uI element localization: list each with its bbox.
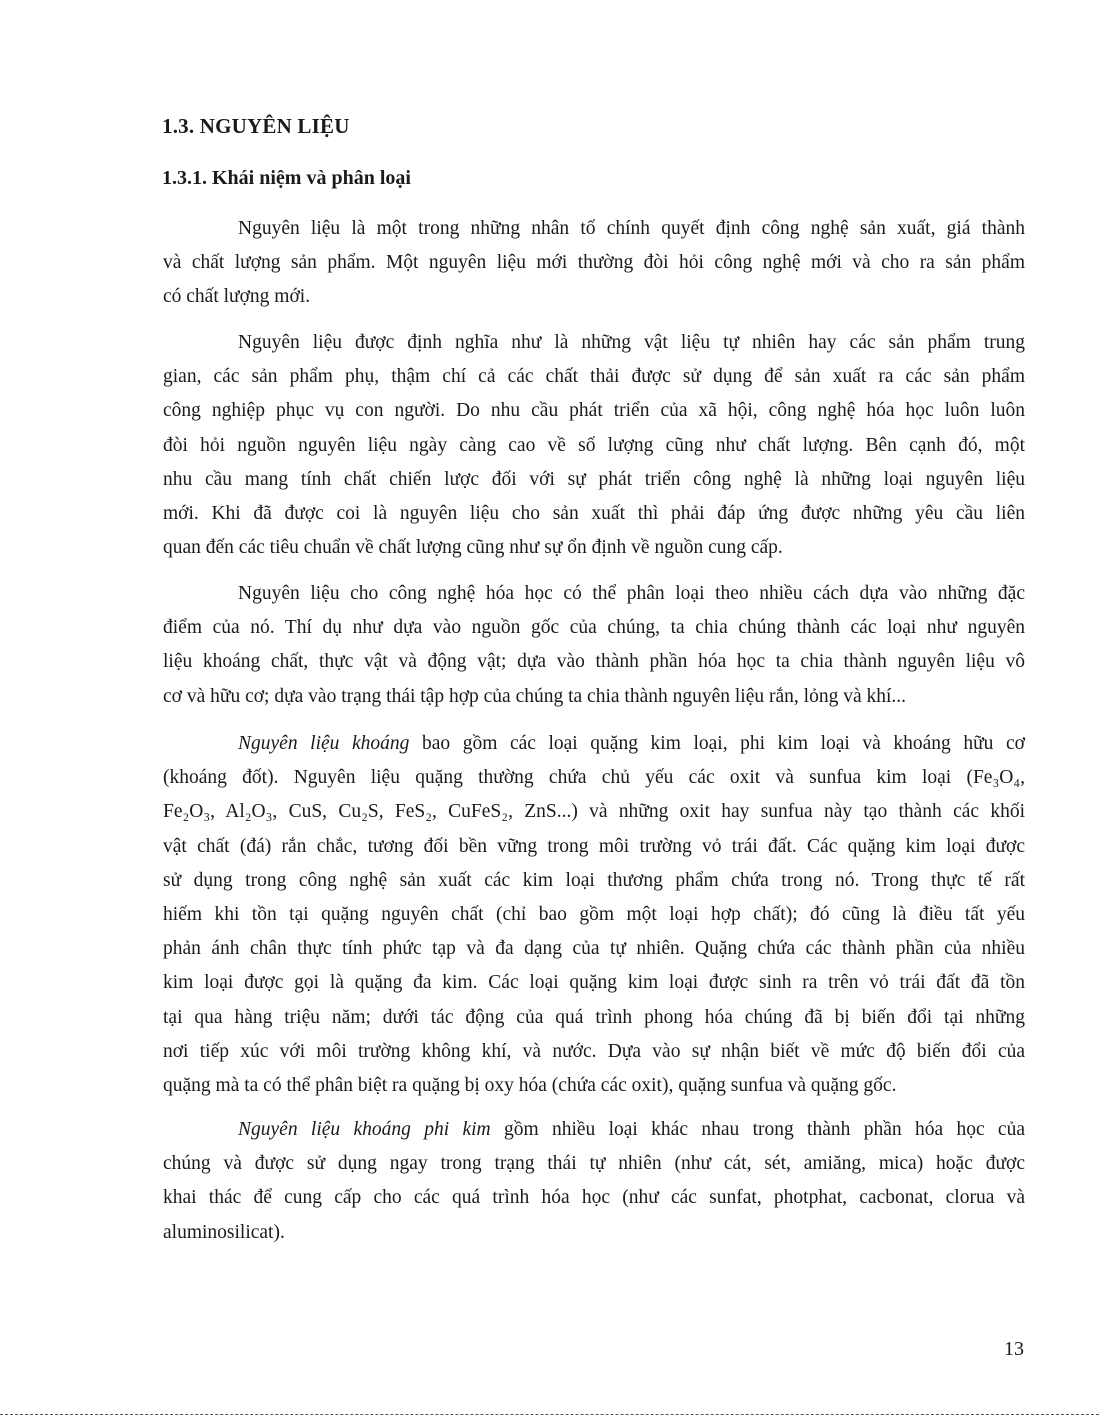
text-line: hiếm khi tồn tại quặng nguyên chất (chỉ bao gồm một loại hợp chất); đó cũng là điều tất yếu (163, 904, 1025, 926)
subsection-title: 1.3.1. Khái niệm và phân loại (162, 167, 411, 189)
text-line: công nghiệp phục vụ con người. Do nhu cầu phát triển của xã hội, công nghệ hóa học luôn luôn (163, 400, 1025, 422)
paragraph-4 (163, 727, 1025, 1103)
section-title: 1.3. NGUYÊN LIỆU (162, 114, 350, 138)
page-number: 13 (1004, 1338, 1024, 1360)
italic-term: Nguyên liệu khoáng (238, 733, 410, 754)
text-line: (khoáng đốt). Nguyên liệu quặng thường chứa chủ yếu các oxit và sunfua kim loại (Fe₃O₄, (163, 767, 1025, 789)
text-line: quan đến các tiêu chuẩn về chất lượng cũng như sự ổn định về nguồn cung cấp. (163, 537, 783, 559)
text-run: bao gồm các loại quặng kim loại, phi kim loại và khoáng hữu cơ (409, 733, 1025, 754)
text-line: khai thác để cung cấp cho các quá trình hóa học (như các sunfat, photphat, cacbonat, clorua và (163, 1187, 1025, 1209)
text-line (163, 727, 1025, 761)
text-line: tại qua hàng triệu năm; dưới tác động của quá trình phong hóa chúng đã bị biến đổi tại những (163, 1006, 1025, 1028)
paragraph-3 (163, 577, 1025, 714)
paragraph-1 (163, 212, 1025, 315)
text-line: Nguyên liệu là một trong những nhân tố chính quyết định công nghệ sản xuất, giá thành (238, 218, 1025, 239)
text-line: vật chất (đá) rắn chắc, tương đối bền vững trong môi trường vỏ trái đất. Các quặng kim loại được (163, 835, 1025, 857)
text-line: có chất lượng mới. (163, 286, 311, 308)
text-line: quặng mà ta có thể phân biệt ra quặng bị oxy hóa (chứa các oxit), quặng sunfua và quặng gốc. (163, 1075, 897, 1097)
text-line: phản ánh chân thực tính phức tạp và đa dạng của tự nhiên. Quặng chứa các thành phần của nhiều (163, 938, 1025, 960)
text-line: gian, các sản phẩm phụ, thậm chí cả các chất thải được sử dụng để sản xuất ra các sản phẩm (163, 366, 1025, 388)
text-line: aluminosilicat). (163, 1221, 285, 1243)
italic-term: Nguyên liệu khoáng phi kim (238, 1119, 491, 1140)
text-line: liệu khoáng chất, thực vật và động vật; dựa vào thành phần hóa học ta chia thành nguyên liệu vô (163, 651, 1025, 673)
text-line: điểm của nó. Thí dụ như dựa vào nguồn gốc của chúng, ta chia chúng thành các loại như nguyên (163, 617, 1025, 639)
text-line: Nguyên liệu được định nghĩa như là những vật liệu tự nhiên hay các sản phẩm trung (238, 332, 1025, 353)
text-line: và chất lượng sản phẩm. Một nguyên liệu mới thường đòi hỏi công nghệ mới và cho ra sản phẩm (163, 252, 1025, 274)
text-line: Nguyên liệu cho công nghệ hóa học có thể phân loại theo nhiều cách dựa vào những đặc (238, 583, 1025, 604)
text-line: chúng và được sử dụng ngay trong trạng thái tự nhiên (như cát, sét, amiăng, mica) hoặc được (163, 1153, 1025, 1175)
text-line: mới. Khi đã được coi là nguyên liệu cho sản xuất thì phải đáp ứng được những yêu cầu liên (163, 503, 1025, 525)
scan-edge-divider (0, 1414, 1099, 1415)
text-line: kim loại được gọi là quặng đa kim. Các loại quặng kim loại được sinh ra trên vỏ trái đất đã tồn (163, 972, 1025, 994)
text-line (163, 1113, 1025, 1147)
text-run: gồm nhiều loại khác nhau trong thành phần hóa học của (490, 1119, 1025, 1140)
text-line: sử dụng trong công nghệ sản xuất các kim loại thương phẩm chứa trong nó. Trong thực tế rất (163, 869, 1025, 891)
text-line: đòi hỏi nguồn nguyên liệu ngày càng cao về số lượng cũng như chất lượng. Bên cạnh đó, một (163, 434, 1025, 456)
text-line: nơi tiếp xúc với môi trường không khí, và nước. Dựa vào sự nhận biết về mức độ biến đổi của (163, 1040, 1025, 1062)
text-line: cơ và hữu cơ; dựa vào trạng thái tập hợp của chúng ta chia thành nguyên liệu rắn, lỏng và khí... (163, 685, 907, 707)
paragraph-2 (163, 326, 1025, 565)
text-line: nhu cầu mang tính chất chiến lược đối với sự phát triển công nghệ là những loại nguyên liệu (163, 468, 1025, 490)
text-line: Fe₂O₃, Al₂O₃, CuS, Cu₂S, FeS₂, CuFeS₂, ZnS...) và những oxit hay sunfua này tạo thành các khối (163, 801, 1025, 823)
paragraph-5 (163, 1113, 1025, 1250)
